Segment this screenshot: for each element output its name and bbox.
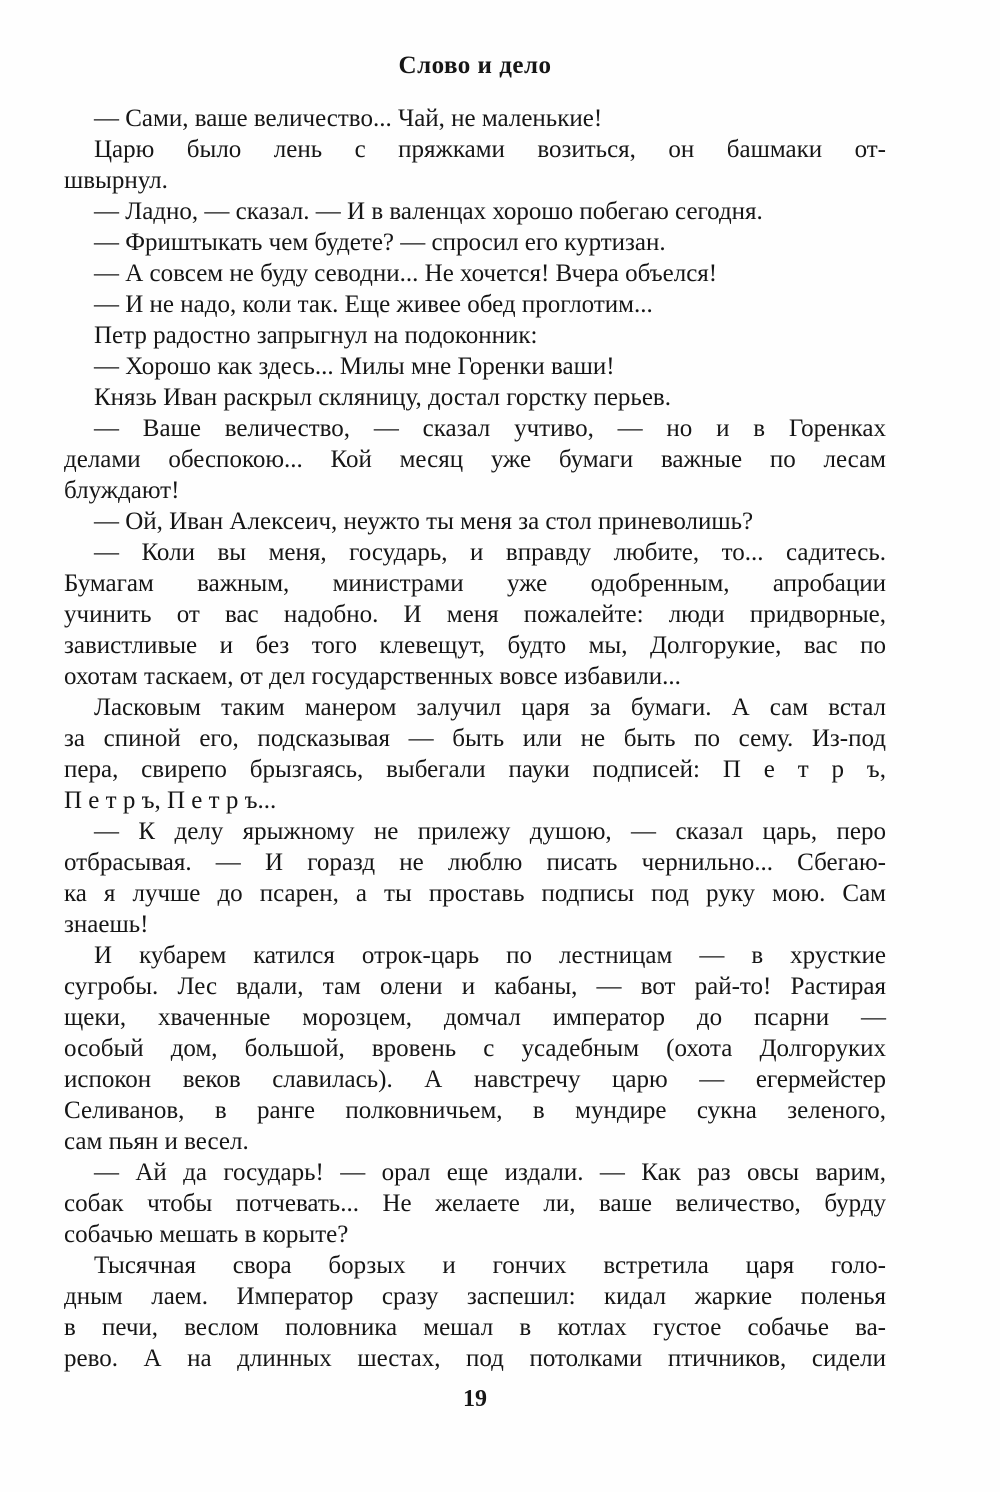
text-line: за спиной его, подсказывая — быть или не быть по сему. Из-под bbox=[64, 725, 886, 752]
paragraph bbox=[64, 1157, 886, 1250]
text-line: знаешь! bbox=[64, 911, 149, 938]
text-line: в печи, веслом половника мешал в котлах густое собачье ва- bbox=[64, 1314, 886, 1341]
paragraph bbox=[64, 289, 886, 320]
text-line: Тысячная свора борзых и гончих встретила царя голо- bbox=[94, 1252, 886, 1279]
running-title: Слово и дело bbox=[398, 52, 552, 79]
page-number: 19 bbox=[463, 1386, 487, 1412]
text-line: — Сами, ваше величество... Чай, не маленькие! bbox=[94, 105, 603, 132]
text-line: — Ваше величество, — сказал учтиво, — но и в Горенках bbox=[94, 415, 886, 442]
text-line: блуждают! bbox=[64, 477, 180, 504]
text-line: Петр радостно запрыгнул на подоконник: bbox=[94, 322, 538, 349]
text-line: завистливые и без того клевещут, будто мы, Долгорукие, вас по bbox=[64, 632, 886, 659]
text-line: пера, свирепо брызгаясь, выбегали пауки подписей: П е т р ъ, bbox=[64, 756, 886, 783]
paragraph bbox=[64, 320, 886, 351]
text-line: И кубарем катился отрок-царь по лестницам — в хрусткие bbox=[94, 942, 886, 969]
text-line: — И не надо, коли так. Еще живее обед проглотим... bbox=[94, 291, 653, 318]
text-line: — Ой, Иван Алексеич, неужто ты меня за стол приневолишь? bbox=[94, 508, 754, 535]
text-line: — Ладно, — сказал. — И в валенцах хорошо побегаю сегодня. bbox=[94, 198, 763, 225]
paragraph bbox=[64, 816, 886, 940]
text-line: дным лаем. Император сразу заспешил: кидал жаркие поленья bbox=[64, 1283, 886, 1310]
paragraph bbox=[64, 1250, 886, 1374]
text-line: отбрасывая. — И горазд не люблю писать чернильно... Сбегаю- bbox=[64, 849, 886, 876]
text-line: Князь Иван раскрыл скляницу, достал горстку перьев. bbox=[94, 384, 671, 411]
paragraph bbox=[64, 134, 886, 196]
text-line: особый дом, большой, вровень с усадебным (охота Долгоруких bbox=[64, 1035, 886, 1062]
paragraph bbox=[64, 196, 886, 227]
text-line: швырнул. bbox=[64, 167, 168, 194]
text-line: Бумагам важным, министрами уже одобренным, апробации bbox=[64, 570, 886, 597]
text-line: учинить от вас надобно. И меня пожалейте: люди придворные, bbox=[64, 601, 886, 628]
text-line: Царю было лень с пряжками возиться, он башмаки от- bbox=[94, 136, 886, 163]
text-line: Селиванов, в ранге полковничьем, в мундире сукна зеленого, bbox=[64, 1097, 886, 1124]
paragraph bbox=[64, 692, 886, 816]
text-line: — А совсем не буду севодни... Не хочется! Вчера объелся! bbox=[94, 260, 718, 287]
paragraph bbox=[64, 506, 886, 537]
paragraph bbox=[64, 103, 886, 134]
text-line: — Хорошо как здесь... Милы мне Горенки ваши! bbox=[94, 353, 615, 380]
paragraph bbox=[64, 351, 886, 382]
text-line: собачью мешать в корыте? bbox=[64, 1221, 349, 1248]
text-line: Ласковым таким манером залучил царя за бумаги. А сам встал bbox=[94, 694, 886, 721]
text-line: охотам таскаем, от дел государственных вовсе избавили... bbox=[64, 663, 681, 690]
text-line: сам пьян и весел. bbox=[64, 1128, 249, 1155]
text-line: собак чтобы потчевать... Не желаете ли, ваше величество, бурду bbox=[64, 1190, 886, 1217]
text-line: — Коли вы меня, государь, и вправду любите, то... садитесь. bbox=[94, 539, 886, 566]
text-line: испокон веков славилась). А навстречу царю — егермейстер bbox=[64, 1066, 886, 1093]
text-line: рево. А на длинных шестах, под потолками птичников, сидели bbox=[64, 1345, 886, 1372]
paragraph bbox=[64, 537, 886, 692]
paragraph bbox=[64, 413, 886, 506]
text-line: П е т р ъ, П е т р ъ... bbox=[64, 787, 277, 814]
body-text bbox=[64, 103, 886, 1374]
text-line: — К делу ярыжному не прилежу душою, — сказал царь, перо bbox=[94, 818, 886, 845]
text-line: щеки, хваченные морозцем, домчал император до псарни — bbox=[64, 1004, 886, 1031]
text-line: ка я лучше до псарен, а ты проставь подписы под руку мою. Сам bbox=[64, 880, 886, 907]
text-line: делами обеспокою... Кой месяц уже бумаги важные по лесам bbox=[64, 446, 886, 473]
paragraph bbox=[64, 382, 886, 413]
text-line: — Фриштыкать чем будете? — спросил его куртизан. bbox=[94, 229, 666, 256]
paragraph bbox=[64, 227, 886, 258]
text-line: — Ай да государь! — орал еще издали. — Как раз овсы варим, bbox=[94, 1159, 886, 1186]
paragraph bbox=[64, 940, 886, 1157]
paragraph bbox=[64, 258, 886, 289]
text-line: сугробы. Лес вдали, там олени и кабаны, — вот рай-то! Растирая bbox=[64, 973, 886, 1000]
